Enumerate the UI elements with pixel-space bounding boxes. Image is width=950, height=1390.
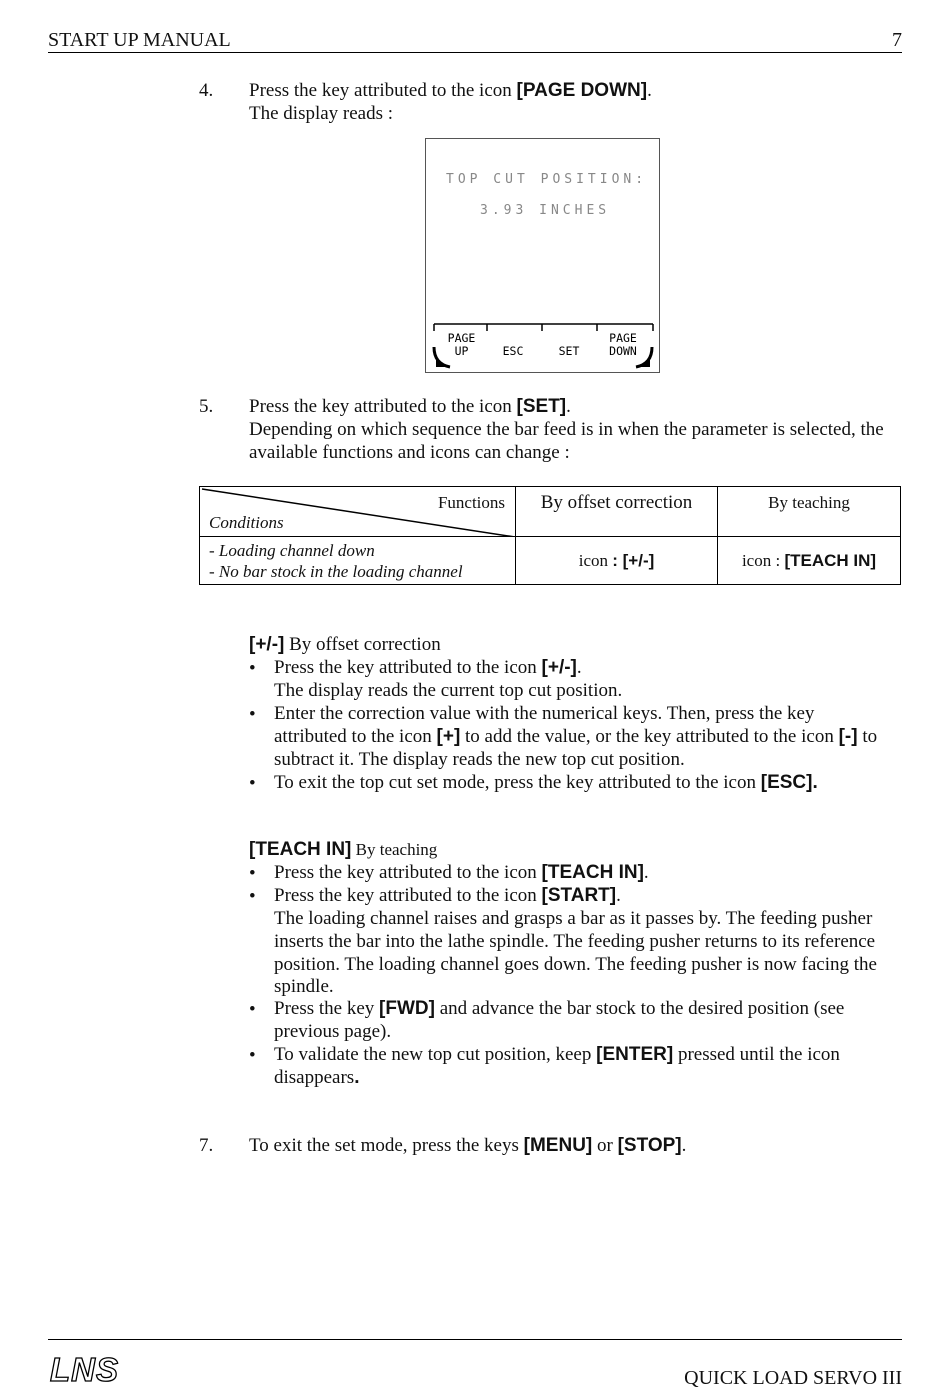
step-7-number: 7. (199, 1135, 214, 1156)
lcd-line-1: TOP CUT POSITION: (446, 172, 648, 187)
manual-title: START UP MANUAL (48, 29, 231, 51)
lcd-line-2: 3.93 INCHES (480, 203, 611, 218)
teach-bullet-3-line2: previous page). (274, 1021, 392, 1042)
bullet: • (249, 704, 256, 725)
offset-bullet-1-line2: The display reads the current top cut position. (274, 680, 623, 701)
bullet: • (249, 999, 256, 1020)
lcd-set-key[interactable]: SET (558, 344, 580, 358)
set-key-ref: [SET] (516, 396, 567, 417)
offset-section-title: [+/-] By offset correction (249, 634, 441, 655)
page-header (48, 30, 902, 53)
offset-bullet-2: Enter the correction value with the numerical keys. Then, press the key (274, 703, 815, 724)
offset-bullet-2-line2: attributed to the icon [+] to add the value, or the key attributed to the icon [-] to (274, 726, 878, 747)
teach-section-title: [TEACH IN] By teaching (249, 839, 438, 860)
step-7-text: To exit the set mode, press the keys [MENU] or [STOP]. (249, 1135, 687, 1156)
teach-icon-cell: icon : [TEACH IN] (718, 537, 901, 585)
col-teaching-header: By teaching (718, 487, 901, 537)
step-5-line3: available functions and icons can change : (249, 442, 570, 463)
conditions-table (199, 486, 901, 585)
step-4-text: Press the key attributed to the icon [PAGE DOWN]. (249, 80, 652, 101)
teach-bullet-3: Press the key [FWD] and advance the bar stock to the desired position (see (274, 998, 845, 1019)
teach-bullet-1: Press the key attributed to the icon [TEACH IN]. (274, 862, 649, 883)
lcd-display (425, 138, 660, 373)
offset-bullet-1: Press the key attributed to the icon [+/-]. (274, 657, 582, 678)
bullet: • (249, 886, 256, 907)
teach-bullet-2-line3: inserts the bar into the lathe spindle. The feeding pusher returns to its reference (274, 931, 876, 952)
product-name: QUICK LOAD SERVO III (684, 1367, 902, 1389)
step-4-number: 4. (199, 80, 214, 101)
offset-bullet-3: To exit the top cut set mode, press the key attributed to the icon [ESC]. (274, 772, 818, 793)
lcd-page-up-key[interactable]: PAGE UP (447, 331, 476, 358)
bullet: • (249, 658, 256, 679)
bullet: • (249, 773, 256, 794)
step-5-line2: Depending on which sequence the bar feed is in when the parameter is selected, the (249, 419, 884, 440)
lcd-page-down-key[interactable]: PAGE DOWN (609, 331, 637, 358)
page-number: 7 (892, 29, 902, 51)
svg-text:LNS: LNS (50, 1352, 119, 1386)
conditions-label: Conditions (209, 513, 284, 532)
footer-rule (48, 1339, 902, 1340)
teach-bullet-4-line2: disappears. (274, 1067, 360, 1088)
offset-icon-cell: icon : [+/-] (516, 537, 718, 585)
teach-bullet-2-line2: The loading channel raises and grasps a bar as it passes by. The feeding pusher (274, 908, 873, 929)
conditions-cell: - Loading channel down - No bar stock in the loading channel (200, 537, 516, 585)
page-down-key-ref: [PAGE DOWN] (516, 80, 648, 101)
step-5-text: Press the key attributed to the icon [SET]. (249, 396, 571, 417)
teach-bullet-2-line5: spindle. (274, 976, 334, 997)
lns-logo (48, 1352, 148, 1386)
bullet: • (249, 863, 256, 884)
step-4-line2: The display reads : (249, 103, 394, 124)
lcd-esc-key[interactable]: ESC (502, 344, 524, 358)
teach-bullet-2: Press the key attributed to the icon [START]. (274, 885, 621, 906)
teach-bullet-2-line4: position. The loading channel goes down. The feeding pusher is now facing the (274, 954, 877, 975)
table-header-diagonal-cell (200, 487, 516, 537)
teach-bullet-4: To validate the new top cut position, keep [ENTER] pressed until the icon (274, 1044, 840, 1065)
bullet: • (249, 1045, 256, 1066)
col-offset-header: By offset correction (516, 487, 718, 537)
functions-label: Functions (437, 493, 505, 512)
step-5-number: 5. (199, 396, 214, 417)
offset-bullet-2-line3: subtract it. The display reads the new top cut position. (274, 749, 685, 770)
